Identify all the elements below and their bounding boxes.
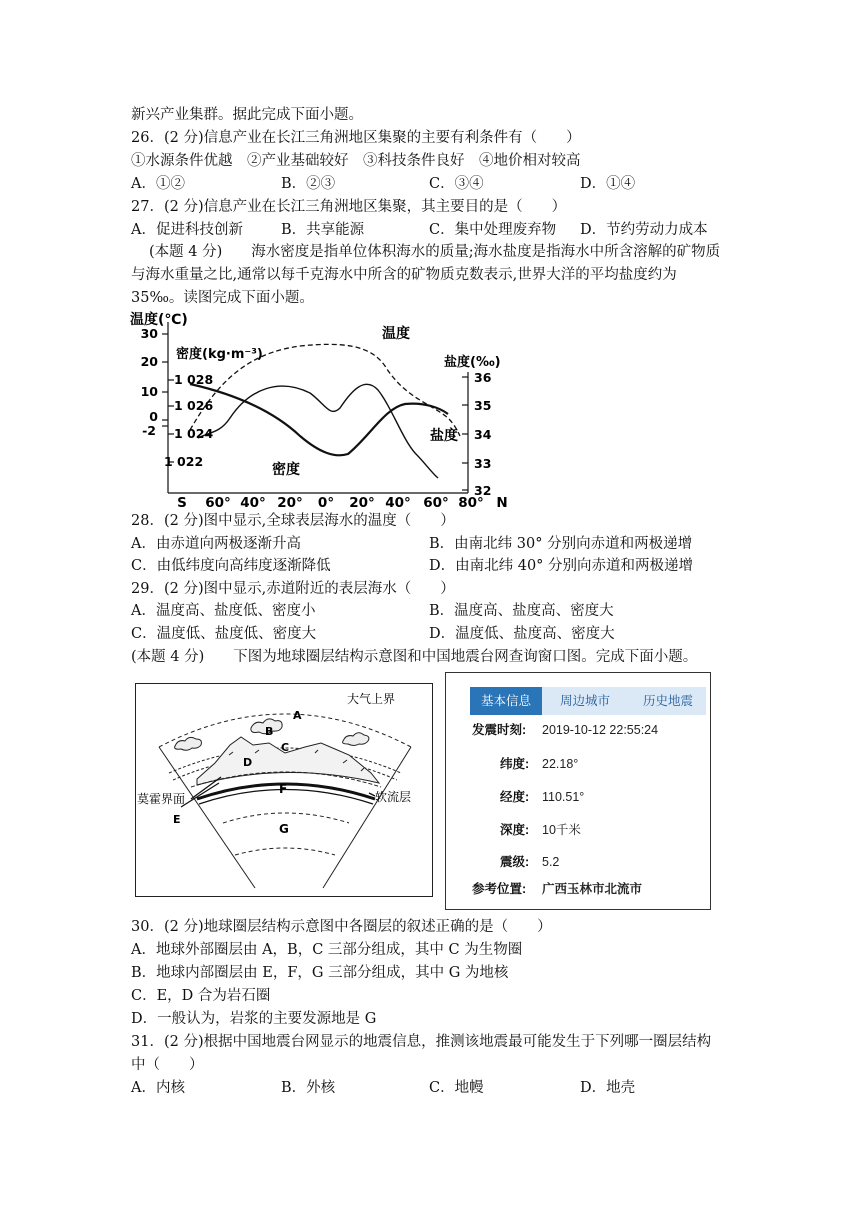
info-key: 震级:: [500, 855, 530, 869]
q31-option-b[interactable]: B．外核: [281, 1080, 336, 1096]
atmosphere-top-label: 大气上界: [347, 692, 396, 706]
layer-f: F: [279, 782, 288, 796]
q27-option-d[interactable]: D．节约劳动力成本: [580, 222, 708, 238]
temp-tick: 10: [140, 384, 158, 399]
salinity-tick: 33: [474, 456, 492, 471]
q29-option-b[interactable]: B．温度高、盐度高、密度大: [429, 603, 614, 619]
salinity-tick: 36: [474, 370, 492, 385]
salinity-tick: 34: [474, 427, 492, 442]
salinity-tick: 35: [474, 398, 492, 413]
layer-e: E: [173, 813, 181, 826]
salinity-curve-label: 盐度: [430, 428, 458, 444]
layer-d: D: [243, 756, 253, 769]
earth-intro: (本题 4 分) 下图为地球圈层结构示意图和中国地震台网查询窗口图。完成下面小题。: [131, 649, 698, 665]
salinity-tick: 32: [474, 483, 492, 498]
density-tick: 1 022: [164, 454, 204, 469]
q28-option-a[interactable]: A．由赤道向两极逐渐升高: [131, 536, 301, 552]
q30-stem: 30．(2 分)地球圈层结构示意图中各圈层的叙述正确的是（ ）: [131, 919, 552, 935]
q27-option-a[interactable]: A．促进科技创新: [131, 222, 243, 238]
density-tick: 1 026: [174, 398, 214, 413]
density-axis-label: 密度(kg·m⁻³): [176, 347, 263, 362]
q31-stem: 31．(2 分)根据中国地震台网显示的地震信息，推测该地震最可能发生于下列哪一圈层结构: [131, 1034, 712, 1050]
info-key: 深度:: [500, 823, 530, 837]
tab-bar: [470, 687, 706, 715]
layer-b: B: [265, 725, 274, 738]
q26-option-a[interactable]: A．①②: [131, 176, 185, 192]
q26-items: ①水源条件优越 ②产业基础较好 ③科技条件良好 ④地价相对较高: [131, 153, 581, 169]
q26-option-d[interactable]: D．①④: [580, 176, 636, 192]
x-tick: 20°: [349, 495, 375, 508]
moho-label: 莫霍界面: [137, 792, 186, 806]
tab-basic-info[interactable]: 基本信息: [470, 687, 542, 715]
q28-stem: 28．(2 分)图中显示,全球表层海水的温度（ ）: [131, 513, 455, 529]
x-tick: N: [496, 495, 508, 508]
seawater-intro: (本题 4 分) 海水密度是指单位体积海水的质量;海水盐度是指海水中所含溶解的矿物质与海水重量之比,通常以每千克海水中所含的矿物质克数表示,世界大洋的平均盐度约为 35‰。读图完成下面小题。: [131, 244, 721, 306]
info-value: 广西玉林市北流市: [542, 882, 643, 896]
info-row-time: [446, 721, 710, 739]
q31-option-a[interactable]: A．内核: [131, 1080, 185, 1096]
tab-nearby-cities[interactable]: 周边城市: [559, 694, 610, 708]
info-row-depth: [446, 821, 710, 839]
salinity-curve: [198, 384, 438, 478]
info-value: 5.2: [542, 855, 560, 869]
salinity-axis-label: 盐度(‰): [444, 355, 501, 370]
earthquake-query-panel: [445, 672, 711, 910]
q26-option-c[interactable]: C．③④: [429, 176, 484, 192]
info-key: 发震时刻:: [472, 723, 527, 737]
tab-history-quakes[interactable]: 历史地震: [642, 694, 693, 708]
info-key: 纬度:: [500, 757, 530, 771]
info-key: 经度:: [500, 790, 530, 804]
info-row-location: [446, 880, 710, 898]
info-value: 110.51°: [542, 790, 585, 804]
q28-option-b[interactable]: B．由南北纬 30° 分别向赤道和两极递增: [429, 536, 693, 552]
q31-stem-cont: 中（ ）: [131, 1057, 204, 1073]
x-tick: S: [177, 495, 187, 508]
q29-stem: 29．(2 分)图中显示,赤道附近的表层海水（ ）: [131, 581, 455, 597]
x-tick: 60°: [423, 495, 449, 508]
q27-option-b[interactable]: B．共享能源: [281, 222, 365, 238]
q30-option-d[interactable]: D．一般认为，岩浆的主要发源地是 G: [131, 1011, 377, 1027]
q29-option-a[interactable]: A．温度高、盐度低、密度小: [131, 603, 316, 619]
x-tick: 40°: [240, 495, 266, 508]
x-tick: 40°: [385, 495, 411, 508]
earth-layer-diagram: [135, 683, 433, 897]
temp-tick: 0: [149, 409, 158, 424]
info-row-lon: [446, 788, 710, 806]
info-value: 22.18°: [542, 757, 579, 771]
x-tick: 80°: [458, 495, 484, 508]
density-tick: 1 028: [174, 372, 214, 387]
info-value: 10千米: [542, 823, 581, 837]
info-key: 参考位置:: [472, 882, 527, 896]
q31-option-c[interactable]: C．地幔: [429, 1080, 484, 1096]
q27-option-c[interactable]: C．集中处理废弃物: [429, 222, 557, 238]
asthenosphere-label: 软流层: [375, 790, 412, 804]
density-tick: 1 024: [174, 426, 214, 441]
info-row-lat: [446, 755, 710, 773]
temp-axis-label: 温度(℃): [130, 312, 188, 328]
q26-option-b[interactable]: B．②③: [281, 176, 336, 192]
q28-option-d[interactable]: D．由南北纬 40° 分别向赤道和两极递增: [429, 558, 694, 574]
seawater-chart: [130, 308, 520, 508]
q30-option-a[interactable]: A．地球外部圈层由 A，B，C 三部分组成，其中 C 为生物圈: [131, 942, 523, 958]
q27-stem: 27．(2 分)信息产业在长江三角洲地区集聚，其主要目的是（ ）: [131, 199, 567, 215]
info-value: 2019-10-12 22:55:24: [542, 723, 659, 737]
intro-text: 新兴产业集群。据此完成下面小题。: [131, 107, 363, 123]
layer-g: G: [279, 822, 289, 836]
info-row-magnitude: [446, 853, 710, 871]
q29-option-c[interactable]: C．温度低、盐度低、密度大: [131, 626, 317, 642]
temp-tick: -2: [142, 423, 156, 438]
q30-option-b[interactable]: B．地球内部圈层由 E，F，G 三部分组成，其中 G 为地核: [131, 965, 509, 981]
x-tick: 0°: [317, 495, 335, 508]
q31-option-d[interactable]: D．地壳: [580, 1080, 636, 1096]
density-curve-label: 密度: [272, 462, 300, 478]
q26-stem: 26．(2 分)信息产业在长江三角洲地区集聚的主要有利条件有（ ）: [131, 130, 581, 146]
temp-curve-label: 温度: [382, 326, 410, 342]
q28-option-c[interactable]: C．由低纬度向高纬度逐渐降低: [131, 558, 331, 574]
layer-c: C: [281, 741, 290, 754]
x-tick: 20°: [277, 495, 303, 508]
temp-tick: 30: [140, 326, 158, 341]
q30-option-c[interactable]: C．E，D 合为岩石圈: [131, 988, 271, 1004]
layer-a: A: [293, 709, 302, 722]
q29-option-d[interactable]: D．温度低、盐度高、密度大: [429, 626, 615, 642]
x-tick: 60°: [205, 495, 231, 508]
temp-tick: 20: [140, 354, 158, 369]
